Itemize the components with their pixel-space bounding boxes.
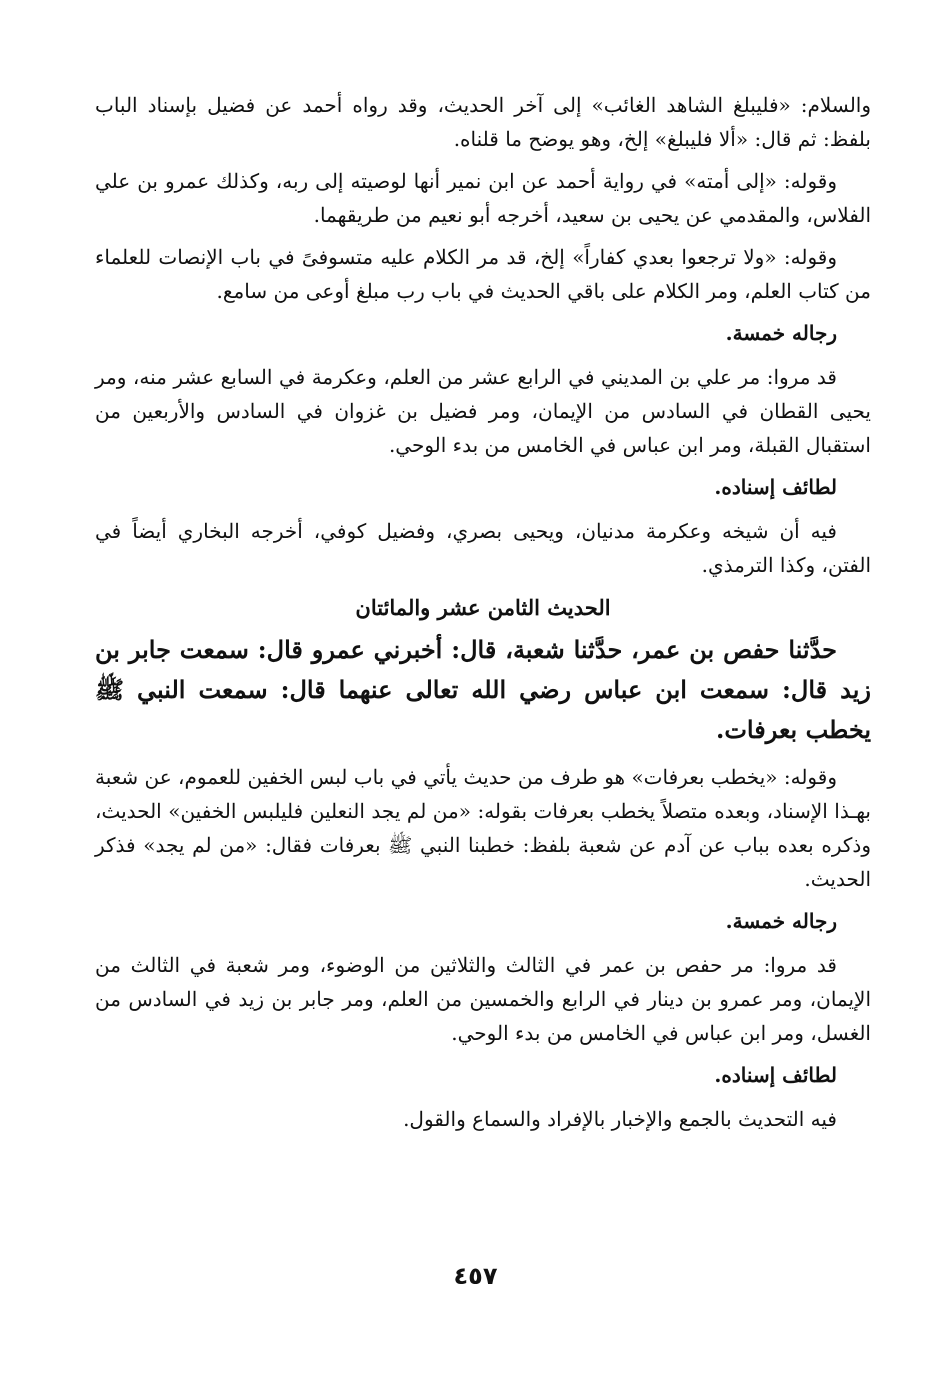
section-heading-isnad-2: لطائف إسناده. (714, 1063, 837, 1087)
paragraph-1: والسلام: «فليبلغ الشاهد الغائب» إلى آخر الحديث، وقد رواه أحمد عن فضيل بإسناد الباب بلفظ: ثم قال: «ألا فليبلغ» إلخ، وهو يوضح ما قلناه. (95, 93, 871, 151)
section-heading-isnad-1: لطائف إسناده. (714, 475, 837, 499)
paragraph-8: فيه التحديث بالجمع والإخبار بالإفراد والسماع والقول. (403, 1107, 837, 1131)
hadith-text: حدَّثنا حفص بن عمر، حدَّثنا شعبة، قال: أخبرني عمرو قال: سمعت جابر بن زيد قال: سمعت ابن عباس رضي الله تعالى عنهما قال: سمعت النبي ﷺ يخطب بعرفات. (95, 635, 871, 744)
paragraph-3: وقوله: «ولا ترجعوا بعدي كفاراً» إلخ، قد مر الكلام عليه متسوفىً في باب الإنصات للعلماء من كتاب العلم، ومر الكلام على باقي الحديث في باب رب مبلغ أوعى من سامع. (95, 245, 871, 303)
page-body (95, 88, 871, 1144)
paragraph-4: قد مروا: مر علي بن المديني في الرابع عشر من العلم، وعكرمة في السابع عشر منه، ومر يحيى القطان في السادس من الإيمان، ومر فضيل بن غزوان في السادس والأربعين من استقبال القبلة، ومر ابن عباس في الخامس من بدء الوحي. (95, 365, 871, 457)
paragraph-5: فيه أن شيخه وعكرمة مدنيان، ويحيى بصري، وفضيل كوفي، أخرجه البخاري أيضاً في الفتن، وكذا الترمذي. (95, 519, 871, 577)
paragraph-2: وقوله: «إلى أمته» في رواية أحمد عن ابن نمير أنها لوصيته إلى ربه، وكذلك عمرو بن علي الفلاس، والمقدمي عن يحيى بن سعيد، أخرجه أبو نعيم من طريقهما. (95, 169, 871, 227)
hadith-title: الحديث الثامن عشر والمائتان (355, 595, 611, 620)
section-heading-narrators-2: رجاله خمسة. (725, 909, 837, 933)
paragraph-6: وقوله: «يخطب بعرفات» هو طرف من حديث يأتي في باب لبس الخفين للعموم، عن شعبة بهـذا الإسناد، وبعده متصلاً يخطب بعرفات بقوله: «من لم يجد النعلين فليلبس الخفين» الحديث، وذكره بعده بباب عن آدم عن شعبة بلفظ: خطبنا النبي ﷺ بعرفات فقال: «من لم يجد» فذكر الحديث. (94, 765, 871, 891)
section-heading-narrators-1: رجاله خمسة. (725, 321, 837, 345)
page-number: ٤٥٧ (453, 1262, 498, 1290)
paragraph-7: قد مروا: مر حفص بن عمر في الثالث والثلاثين من الوضوء، ومر شعبة في الثالث من الإيمان، ومر عمرو بن دينار في الرابع والخمسين من العلم، ومر جابر بن زيد في السادس من الغسل، ومر ابن عباس في الخامس من بدء الوحي. (95, 953, 871, 1045)
